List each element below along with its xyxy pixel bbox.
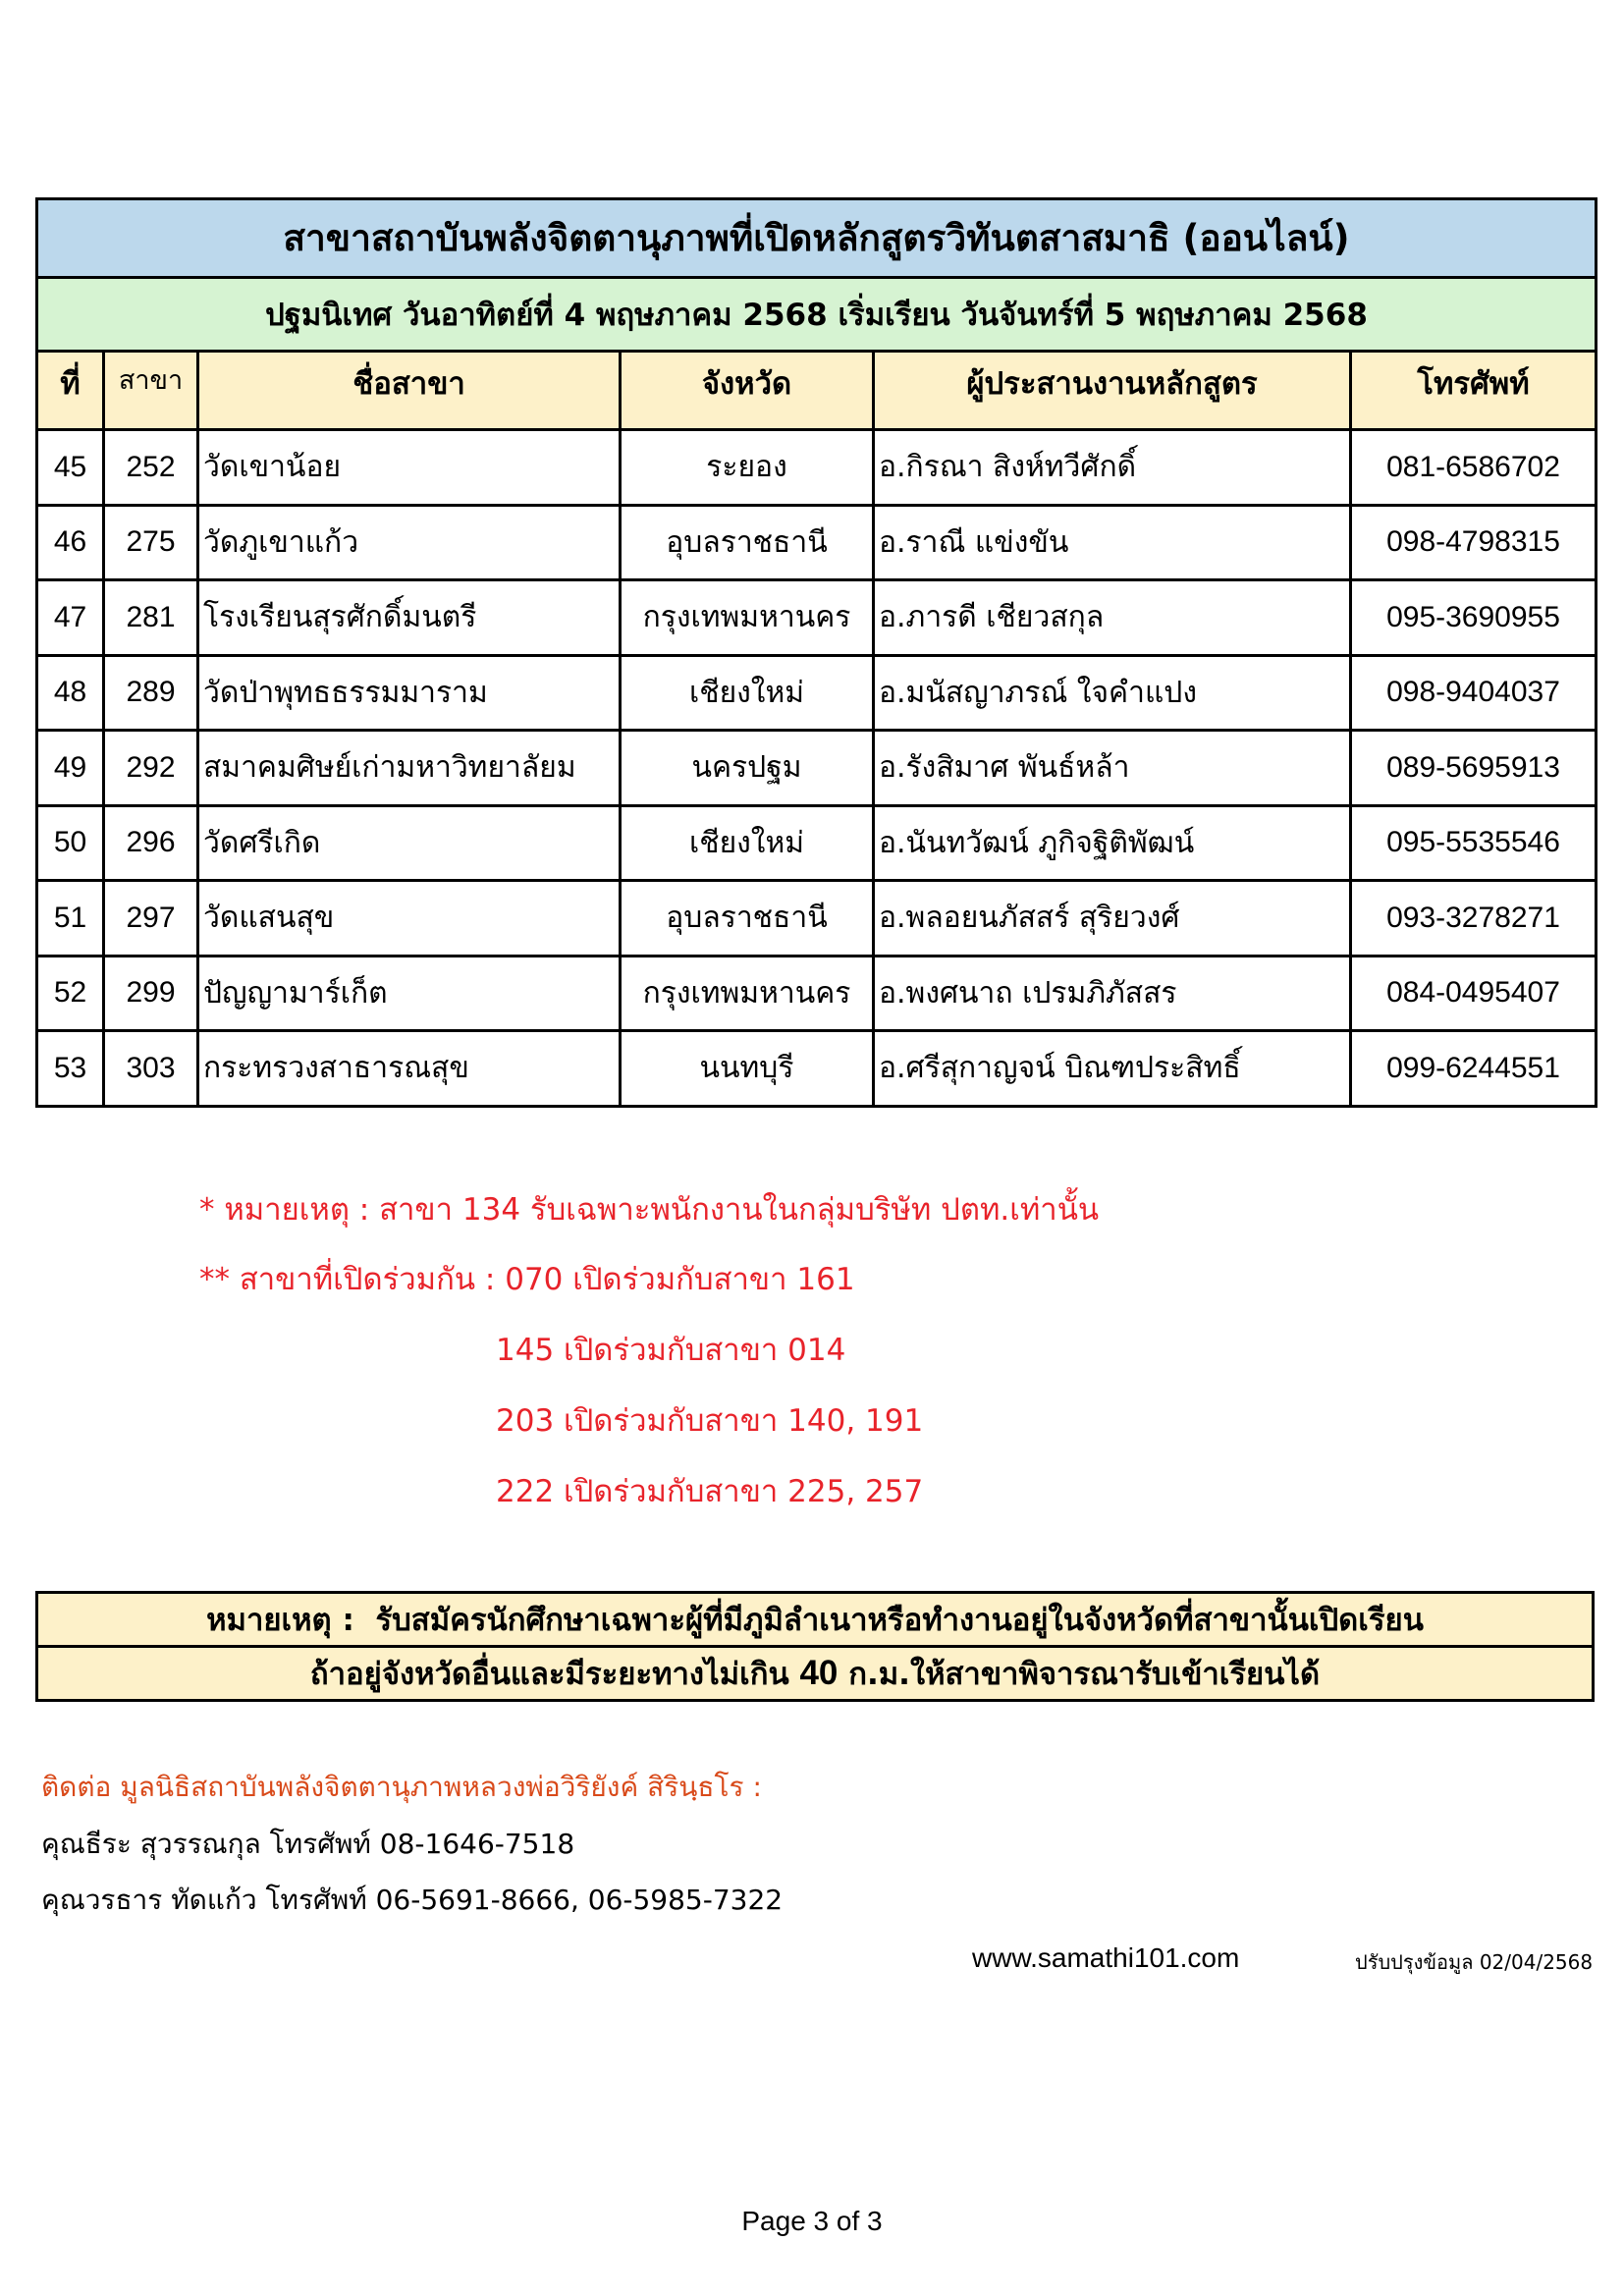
- remark-line-2: [37, 1647, 1594, 1701]
- row-branch-name: วัดศรีเกิด: [198, 805, 621, 881]
- row-province: เชียงใหม่: [621, 805, 874, 881]
- table-title: สาขาสถาบันพลังจิตตานุภาพที่เปิดหลักสูตรวิทันตสาสมาธิ (ออนไลน์): [37, 199, 1597, 278]
- row-branch-code: 303: [104, 1031, 198, 1107]
- row-number: 51: [37, 881, 104, 957]
- row-coordinator: อ.พงศนาถ เปรมภิภัสสร: [874, 956, 1351, 1031]
- row-coordinator: อ.รังสิมาศ พันธ์หล้า: [874, 731, 1351, 806]
- table-row: [37, 430, 1597, 506]
- row-province: นครปฐม: [621, 731, 874, 806]
- row-phone: 093-3278271: [1351, 881, 1597, 957]
- row-number: 48: [37, 655, 104, 731]
- row-phone: 084-0495407: [1351, 956, 1597, 1031]
- table-row: [37, 580, 1597, 656]
- contact-line-1: คุณธีระ สุวรรณกุล โทรศัพท์ 08-1646-7518: [41, 1828, 575, 1860]
- row-phone: 098-9404037: [1351, 655, 1597, 731]
- header-phone: โทรศัพท์: [1351, 352, 1597, 430]
- row-number: 46: [37, 505, 104, 580]
- row-branch-name: วัดเขาน้อย: [198, 430, 621, 506]
- row-branch-code: 275: [104, 505, 198, 580]
- row-branch-code: 292: [104, 731, 198, 806]
- remark-distance-value: 40: [799, 1654, 839, 1692]
- page-number: Page 3 of 3: [741, 2206, 883, 2236]
- remark-distance-post: ก.ม.ให้สาขาพิจารณารับเข้าเรียนได้: [848, 1657, 1321, 1692]
- row-branch-name: สมาคมศิษย์เก่ามหาวิทยาลัยม: [198, 731, 621, 806]
- table-subtitle: ปฐมนิเทศ วันอาทิตย์ที่ 4 พฤษภาคม 2568 เริ่มเรียน วันจันทร์ที่ 5 พฤษภาคม 2568: [37, 278, 1597, 352]
- row-province: ระยอง: [621, 430, 874, 506]
- table-row: [37, 881, 1597, 957]
- remark-label: หมายเหตุ :: [206, 1603, 354, 1638]
- row-coordinator: อ.พลอยนภัสสร์ สุริยวงศ์: [874, 881, 1351, 957]
- row-branch-name: กระทรวงสาธารณสุข: [198, 1031, 621, 1107]
- row-coordinator: อ.มนัสญาภรณ์ ใจคำแปง: [874, 655, 1351, 731]
- note-joint-branches: ** สาขาที่เปิดร่วมกัน : 070 เปิดร่วมกับสาขา 161: [199, 1262, 855, 1297]
- website-link[interactable]: www.samathi101.com: [972, 1942, 1240, 1973]
- row-phone: 098-4798315: [1351, 505, 1597, 580]
- row-coordinator: อ.ราณี แข่งขัน: [874, 505, 1351, 580]
- row-coordinator: อ.ภารดี เชียวสกุล: [874, 580, 1351, 656]
- contact-title: ติดต่อ มูลนิธิสถาบันพลังจิตตานุภาพหลวงพ่อวิริยังค์ สิรินฺธโร :: [41, 1771, 762, 1803]
- header-name: ชื่อสาขา: [198, 352, 621, 430]
- table-header-row: [37, 352, 1597, 430]
- header-province: จังหวัด: [621, 352, 874, 430]
- row-phone: 095-5535546: [1351, 805, 1597, 881]
- table-row: [37, 505, 1597, 580]
- remark-line-1: [37, 1593, 1594, 1647]
- row-number: 45: [37, 430, 104, 506]
- row-number: 50: [37, 805, 104, 881]
- row-branch-code: 252: [104, 430, 198, 506]
- row-number: 49: [37, 731, 104, 806]
- table-row: [37, 956, 1597, 1031]
- row-number: 47: [37, 580, 104, 656]
- table-row: [37, 731, 1597, 806]
- row-branch-code: 296: [104, 805, 198, 881]
- row-phone: 099-6244551: [1351, 1031, 1597, 1107]
- row-coordinator: อ.นันทวัฒน์ ภูกิจฐิติพัฒน์: [874, 805, 1351, 881]
- row-branch-code: 299: [104, 956, 198, 1031]
- note-joint-145: 145 เปิดร่วมกับสาขา 014: [496, 1333, 846, 1368]
- row-branch-name: ปัญญามาร์เก็ต: [198, 956, 621, 1031]
- row-branch-name: วัดป่าพุทธธรรมมาราม: [198, 655, 621, 731]
- row-number: 52: [37, 956, 104, 1031]
- note-joint-222: 222 เปิดร่วมกับสาขา 225, 257: [496, 1474, 924, 1509]
- row-province: กรุงเทพมหานคร: [621, 956, 874, 1031]
- row-coordinator: อ.กิรณา สิงห์ทวีศักดิ์: [874, 430, 1351, 506]
- header-coordinator: ผู้ประสานงานหลักสูตร: [874, 352, 1351, 430]
- remark-distance-pre: ถ้าอยู่จังหวัดอื่นและมีระยะทางไม่เกิน: [309, 1657, 789, 1692]
- row-branch-name: วัดแสนสุข: [198, 881, 621, 957]
- table-row: [37, 1031, 1597, 1107]
- row-province: กรุงเทพมหานคร: [621, 580, 874, 656]
- row-province: นนทบุรี: [621, 1031, 874, 1107]
- row-branch-code: 289: [104, 655, 198, 731]
- row-province: อุบลราชธานี: [621, 881, 874, 957]
- row-number: 53: [37, 1031, 104, 1107]
- row-coordinator: อ.ศรีสุกาญจน์ บิณฑประสิทธิ์: [874, 1031, 1351, 1107]
- table-row: [37, 655, 1597, 731]
- note-branch-134: * หมายเหตุ : สาขา 134 รับเฉพาะพนักงานในกลุ่มบริษัท ปตท.เท่านั้น: [199, 1192, 1100, 1228]
- branch-table: [35, 197, 1597, 1108]
- row-branch-name: วัดภูเขาแก้ว: [198, 505, 621, 580]
- row-province: อุบลราชธานี: [621, 505, 874, 580]
- updated-date: ปรับปรุงข้อมูล 02/04/2568: [1355, 1950, 1594, 1974]
- header-no: ที่: [37, 352, 104, 430]
- row-province: เชียงใหม่: [621, 655, 874, 731]
- contact-line-2: คุณวรธาร ทัดแก้ว โทรศัพท์ 06-5691-8666, 06-5985-7322: [41, 1884, 784, 1916]
- row-phone: 089-5695913: [1351, 731, 1597, 806]
- row-phone: 081-6586702: [1351, 430, 1597, 506]
- remark-text: รับสมัครนักศึกษาเฉพาะผู้ที่มีภูมิลำเนาหรือทำงานอยู่ในจังหวัดที่สาขานั้นเปิดเรียน: [375, 1603, 1424, 1638]
- note-joint-203: 203 เปิดร่วมกับสาขา 140, 191: [496, 1403, 924, 1439]
- row-branch-name: โรงเรียนสุรศักดิ์มนตรี: [198, 580, 621, 656]
- row-branch-code: 281: [104, 580, 198, 656]
- row-phone: 095-3690955: [1351, 580, 1597, 656]
- remark-box: [35, 1591, 1595, 1702]
- header-branch: สาขา: [104, 352, 198, 430]
- table-row: [37, 805, 1597, 881]
- row-branch-code: 297: [104, 881, 198, 957]
